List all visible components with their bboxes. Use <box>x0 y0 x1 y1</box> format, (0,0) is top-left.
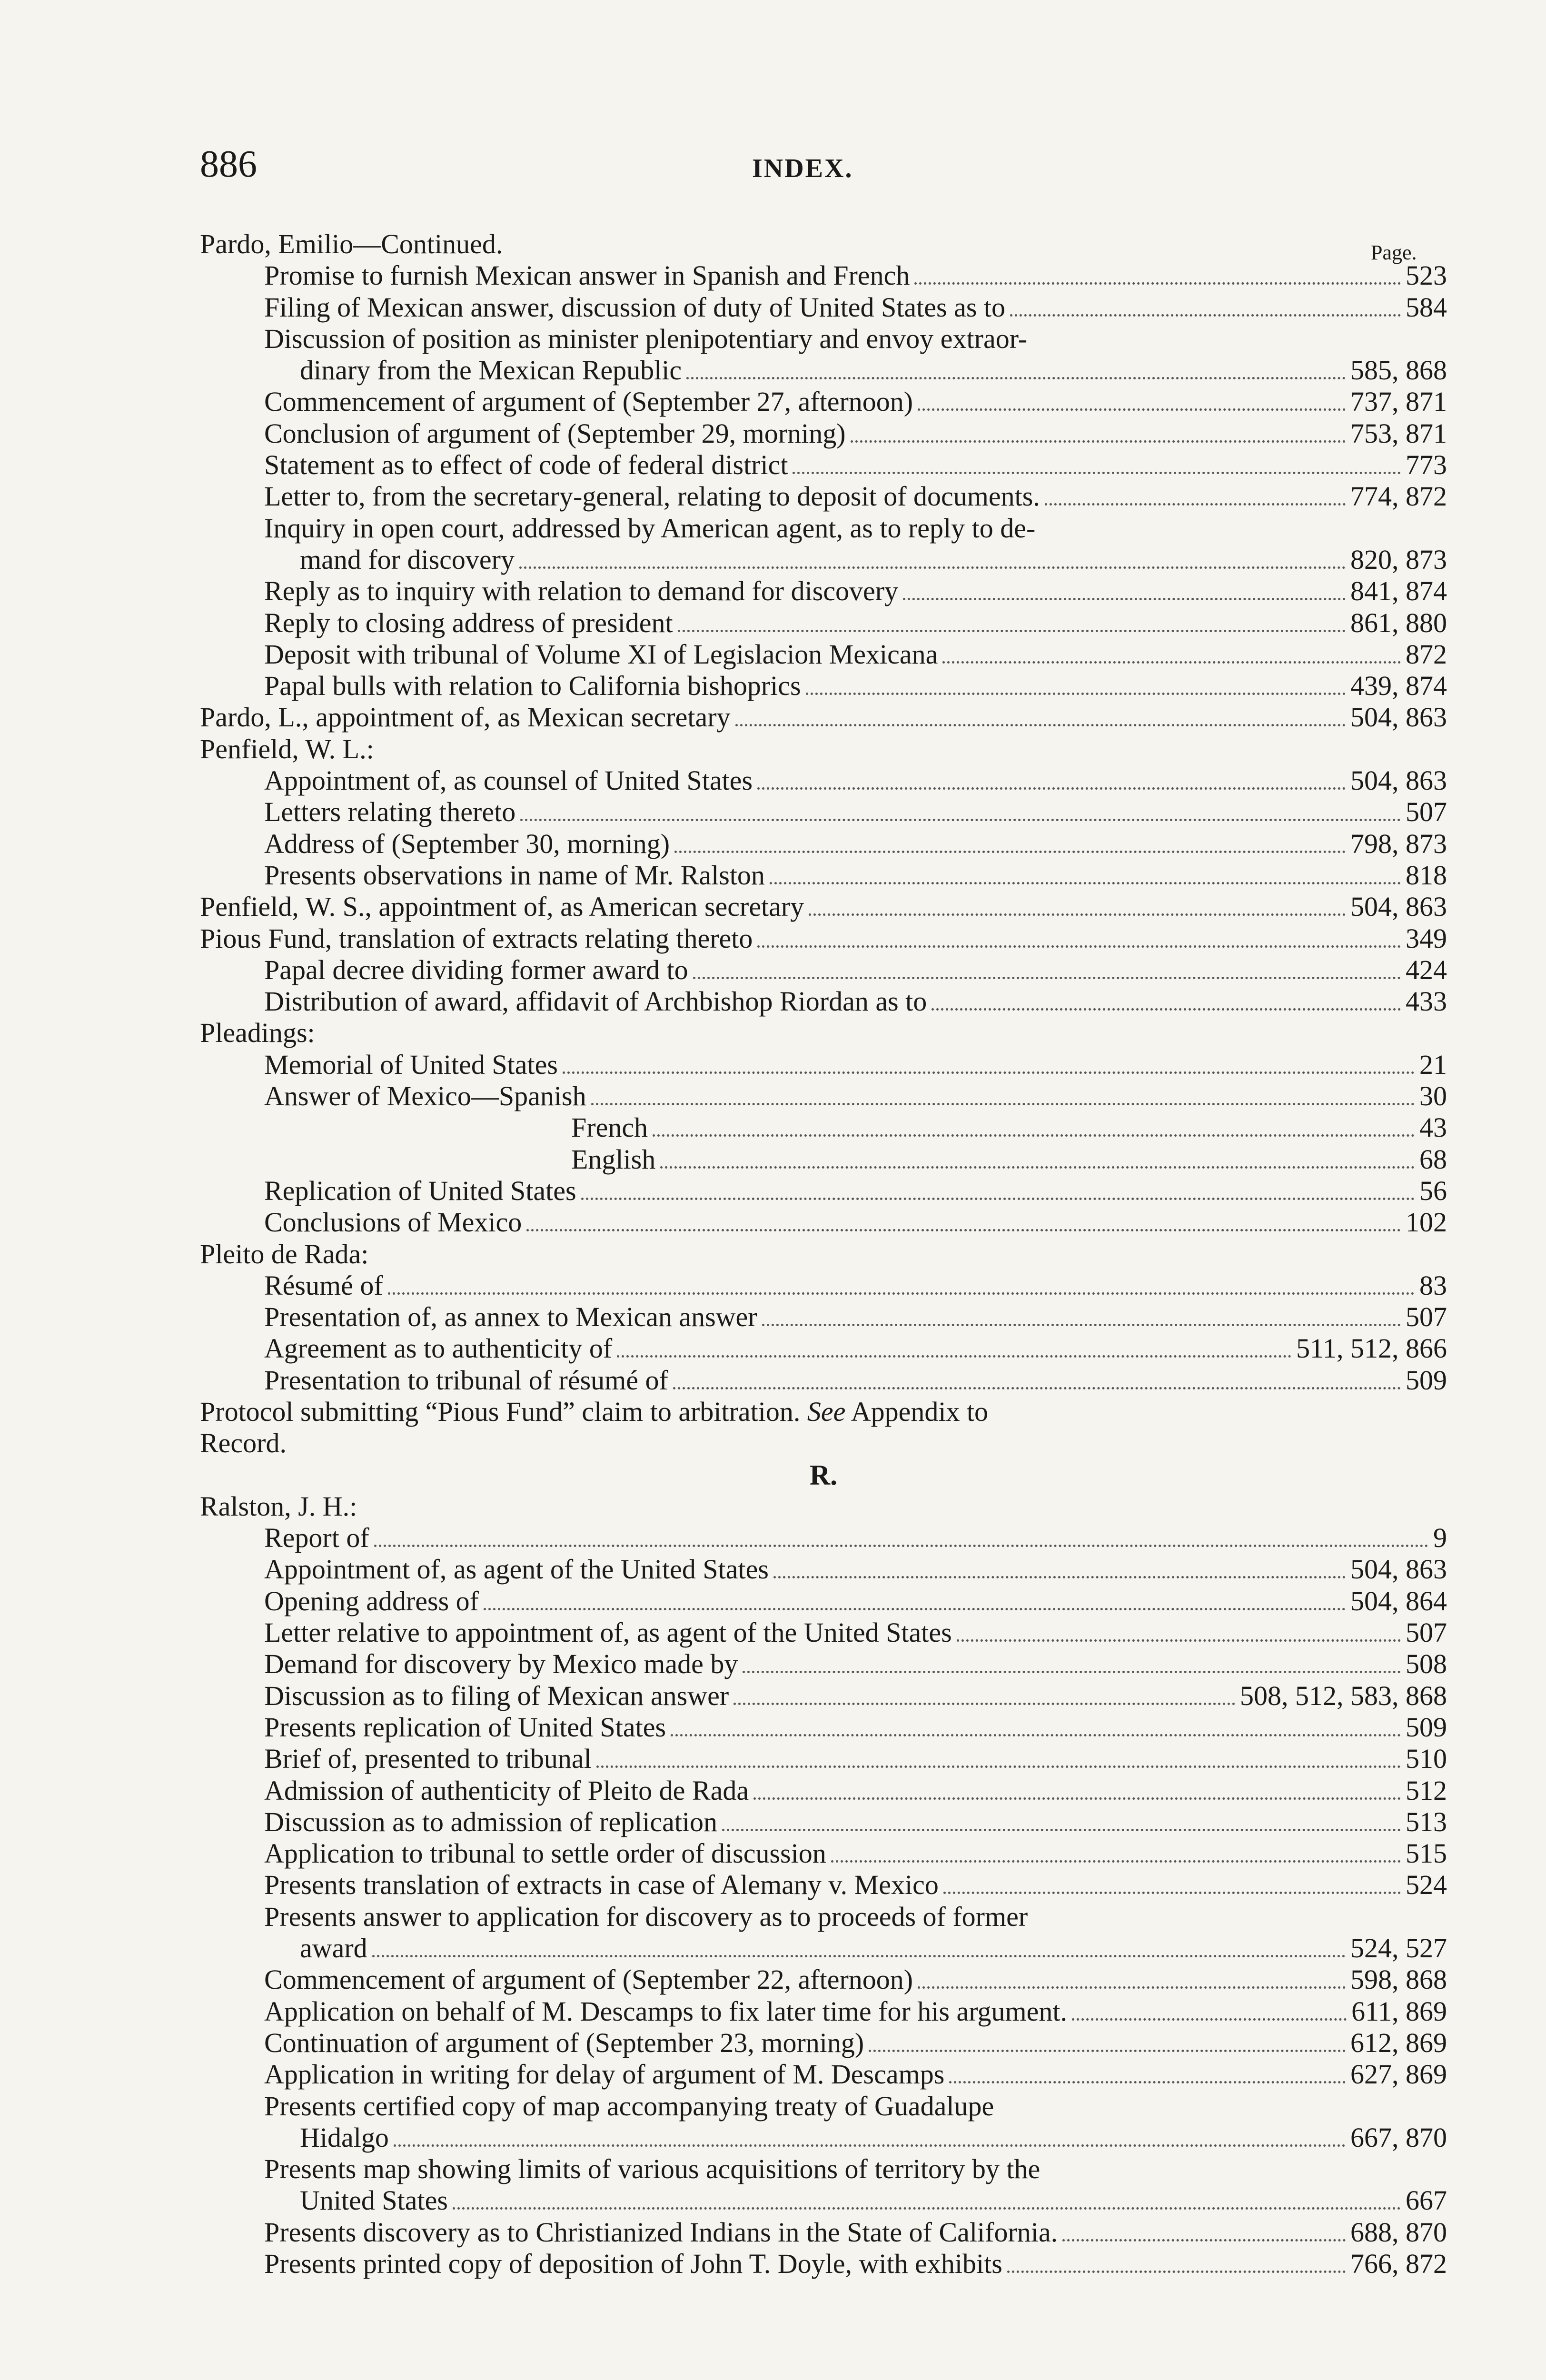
index-list <box>200 228 1447 2280</box>
page-references: 861, 880 <box>1350 607 1447 638</box>
dot-leader <box>678 630 1346 632</box>
page-references: 872 <box>1406 638 1447 670</box>
index-entry <box>200 1964 1447 1995</box>
dot-leader <box>809 913 1346 916</box>
index-entry <box>200 513 1447 544</box>
page-references: 9 <box>1433 1522 1447 1554</box>
index-entry <box>200 1554 1447 1585</box>
entry-text: Appointment of, as agent of the United States <box>264 1554 769 1585</box>
dot-leader <box>388 1292 1415 1295</box>
entry-text: Memorial of United States <box>264 1049 558 1080</box>
entry-text: Presents replication of United States <box>264 1711 666 1743</box>
dot-leader <box>591 1103 1415 1105</box>
entry-text: Presents answer to application for discovery as to proceeds of former <box>264 1901 1028 1932</box>
index-entry <box>200 418 1447 449</box>
index-entry <box>200 1491 1447 1522</box>
index-entry <box>200 1333 1447 1364</box>
dot-leader <box>793 472 1401 474</box>
index-entry <box>200 734 1447 765</box>
index-entry <box>200 1743 1447 1775</box>
index-entry <box>200 2185 1447 2216</box>
entry-heading: Pleito de Rada: <box>200 1238 369 1269</box>
section-letter-text: R. <box>809 1459 838 1491</box>
dot-leader <box>686 377 1346 379</box>
index-entry <box>200 2153 1447 2185</box>
index-entry <box>200 1586 1447 1617</box>
dot-leader <box>617 1355 1291 1358</box>
entry-text: Papal bulls with relation to California bishoprics <box>264 670 801 702</box>
index-entry <box>200 1522 1447 1554</box>
page-references: 524, 527 <box>1350 1933 1447 1964</box>
index-entry <box>200 228 1447 260</box>
dot-leader <box>914 282 1401 285</box>
entry-text: Hidalgo <box>300 2122 389 2153</box>
page-references: 524 <box>1406 1869 1447 1901</box>
dot-leader <box>949 2081 1346 2083</box>
dot-leader <box>735 724 1346 726</box>
page-header <box>0 143 1546 200</box>
see-reference: See <box>807 1396 846 1427</box>
index-entry <box>200 355 1447 386</box>
page-references: 774, 872 <box>1350 481 1447 512</box>
dot-leader <box>903 598 1346 600</box>
index-entry <box>200 828 1447 860</box>
dot-leader <box>722 1829 1401 1831</box>
index-entry <box>200 1396 1447 1428</box>
index-entry <box>200 292 1447 323</box>
page-references: 56 <box>1419 1175 1447 1206</box>
entry-text: Appointment of, as counsel of United States <box>264 765 753 796</box>
dot-leader <box>563 1071 1415 1074</box>
entry-text: Conclusions of Mexico <box>264 1207 522 1238</box>
dot-leader <box>520 819 1401 821</box>
index-entry <box>200 1175 1447 1207</box>
entry-text: Statement as to effect of code of federal district <box>264 449 788 481</box>
index-entry <box>200 323 1447 355</box>
entry-heading: Pardo, Emilio—Continued. <box>200 228 503 259</box>
page-references: 612, 869 <box>1350 2027 1447 2058</box>
index-entry <box>200 2122 1447 2153</box>
entry-text: French <box>571 1112 648 1143</box>
entry-text: English <box>571 1143 656 1175</box>
page-references: 773 <box>1406 449 1447 481</box>
index-entry <box>200 1806 1447 1838</box>
index-entry <box>200 1081 1447 1112</box>
index-entry <box>200 1365 1447 1396</box>
index-entry <box>200 260 1447 291</box>
entry-heading: Penfield, W. L.: <box>200 733 374 764</box>
dot-leader <box>806 693 1346 695</box>
page-references: 439, 874 <box>1350 670 1447 702</box>
index-entry <box>200 796 1447 828</box>
dot-leader <box>869 2050 1346 2052</box>
page-references: 43 <box>1419 1112 1447 1143</box>
index-entry <box>200 2059 1447 2090</box>
index-entry <box>200 1838 1447 1869</box>
index-entry <box>200 923 1447 954</box>
entry-text: Conclusion of argument of (September 29, morning) <box>264 417 846 449</box>
page-number: 886 <box>200 143 257 185</box>
page-references: 585, 868 <box>1350 355 1447 386</box>
index-entry <box>200 670 1447 702</box>
page-references: 584 <box>1406 291 1447 323</box>
index-entry <box>200 765 1447 796</box>
index-entry <box>200 1680 1447 1712</box>
index-entry <box>200 481 1447 512</box>
dot-leader <box>757 945 1401 948</box>
entry-text: Discussion as to filing of Mexican answer <box>264 1680 729 1711</box>
page-references: 507 <box>1406 1301 1447 1333</box>
index-entry <box>200 954 1447 986</box>
dot-leader <box>372 1955 1346 1957</box>
page-references: 820, 873 <box>1350 544 1447 575</box>
entry-text: Letter relative to appointment of, as agent of the United States <box>264 1617 952 1648</box>
dot-leader <box>374 1545 1428 1547</box>
page-references: 523 <box>1406 260 1447 291</box>
index-entry <box>200 1144 1447 1175</box>
dot-leader <box>596 1765 1401 1768</box>
index-entry <box>200 1996 1447 2027</box>
entry-text: Presents discovery as to Christianized Indians in the State of California. <box>264 2216 1058 2248</box>
dot-leader <box>851 440 1346 443</box>
entry-text: Discussion of position as minister plenipotentiary and envoy extraor- <box>264 323 1028 354</box>
page-references: 102 <box>1406 1207 1447 1238</box>
entry-text: Deposit with tribunal of Volume XI of Legislacion Mexicana <box>264 638 938 670</box>
dot-leader <box>943 1892 1401 1894</box>
dot-leader <box>1045 503 1346 506</box>
index-entry <box>200 544 1447 575</box>
entry-text: United States <box>300 2185 448 2216</box>
dot-leader <box>673 1387 1401 1389</box>
entry-text: mand for discovery <box>300 544 515 575</box>
dot-leader <box>453 2207 1401 2210</box>
dot-leader <box>693 977 1401 979</box>
index-entry <box>200 1901 1447 1933</box>
dot-leader <box>932 1008 1401 1011</box>
index-entry <box>200 891 1447 922</box>
page-references: 841, 874 <box>1350 575 1447 607</box>
dot-leader <box>484 1608 1346 1610</box>
dot-leader <box>942 661 1401 664</box>
dot-leader <box>1010 314 1401 317</box>
entry-text: Presents certified copy of map accompanying treaty of Guadalupe <box>264 2090 994 2122</box>
index-entry <box>200 1207 1447 1238</box>
index-entry <box>200 1301 1447 1333</box>
dot-leader <box>762 1324 1401 1326</box>
dot-leader <box>653 1134 1415 1137</box>
dot-leader <box>770 882 1401 884</box>
index-entry <box>200 1112 1447 1143</box>
dot-leader <box>743 1671 1401 1673</box>
entry-text: Commencement of argument of (September 27, afternoon) <box>264 386 913 417</box>
page-references: 512 <box>1406 1775 1447 1806</box>
entry-text: Letter to, from the secretary-general, relating to deposit of documents. <box>264 481 1040 512</box>
page-references: 737, 871 <box>1350 386 1447 417</box>
dot-leader <box>957 1639 1401 1642</box>
page-references: 507 <box>1406 1617 1447 1648</box>
page-references: 513 <box>1406 1806 1447 1837</box>
page-references: 510 <box>1406 1743 1447 1775</box>
index-entry <box>200 2091 1447 2122</box>
index-entry <box>200 2027 1447 2059</box>
index-entry <box>200 575 1447 607</box>
entry-text: Presents observations in name of Mr. Ralston <box>264 859 765 891</box>
entry-text: Continuation of argument of (September 23, morning) <box>264 2027 864 2058</box>
entry-text: Presentation to tribunal of résumé of <box>264 1364 668 1396</box>
page-references: 688, 870 <box>1350 2216 1447 2248</box>
entry-text: Opening address of <box>264 1585 479 1616</box>
entry-text: Résumé of <box>264 1269 383 1301</box>
page-references: 753, 871 <box>1350 417 1447 449</box>
entry-text: Penfield, W. S., appointment of, as American secretary <box>200 891 804 922</box>
entry-text: Discussion as to admission of replication <box>264 1806 718 1837</box>
entry-text: Application on behalf of M. Descamps to fix later time for his argument. <box>264 1995 1067 2027</box>
index-entry <box>200 1648 1447 1680</box>
page-references: 504, 863 <box>1350 1554 1447 1585</box>
page-references: 611, 869 <box>1351 1995 1447 2027</box>
page-references: 667, 870 <box>1350 2122 1447 2153</box>
entry-text: award <box>300 1933 367 1964</box>
dot-leader <box>757 787 1346 790</box>
index-entry <box>200 449 1447 481</box>
page-references: 424 <box>1406 954 1447 985</box>
index-entry <box>200 1617 1447 1648</box>
entry-text: Application to tribunal to settle order of discussion <box>264 1838 826 1869</box>
entry-text: Presents printed copy of deposition of John T. Doyle, with exhibits <box>264 2248 1002 2279</box>
page-references: 83 <box>1419 1269 1447 1301</box>
page-references: 504, 864 <box>1350 1585 1447 1616</box>
page-references: 30 <box>1419 1081 1447 1112</box>
entry-text: Pious Fund, translation of extracts relating thereto <box>200 922 753 954</box>
page-references: 349 <box>1406 922 1447 954</box>
page-references: 818 <box>1406 859 1447 891</box>
dot-leader <box>1062 2239 1346 2241</box>
dot-leader <box>519 566 1346 569</box>
dot-leader <box>1007 2271 1346 2273</box>
index-entry <box>200 2217 1447 2248</box>
dot-leader <box>733 1703 1235 1705</box>
page-references: 507 <box>1406 796 1447 828</box>
index-entry <box>200 1428 1447 1459</box>
entry-text: Brief of, presented to tribunal <box>264 1743 592 1775</box>
entry-text: Demand for discovery by Mexico made by <box>264 1648 738 1680</box>
page-references: 627, 869 <box>1350 2059 1447 2090</box>
page-references: 509 <box>1406 1711 1447 1743</box>
index-entry <box>200 986 1447 1017</box>
entry-text: Presents map showing limits of various acquisitions of territory by the <box>264 2153 1041 2185</box>
dot-leader <box>526 1229 1401 1231</box>
index-entry <box>200 1017 1447 1049</box>
page-references: 433 <box>1406 986 1447 1017</box>
entry-heading: Ralston, J. H.: <box>200 1490 357 1522</box>
page-references: 515 <box>1406 1838 1447 1869</box>
entry-text: Replication of United States <box>264 1175 576 1206</box>
index-entry <box>200 607 1447 639</box>
index-entry <box>200 1270 1447 1301</box>
index-entry <box>200 1933 1447 1964</box>
page-references: 508 <box>1406 1648 1447 1680</box>
dot-leader <box>773 1576 1346 1578</box>
entry-heading: Pleadings: <box>200 1017 315 1049</box>
entry-text: Filing of Mexican answer, discussion of duty of United States as to <box>264 291 1006 323</box>
dot-leader <box>581 1198 1415 1200</box>
entry-text: Inquiry in open court, addressed by American agent, as to reply to de- <box>264 512 1036 544</box>
entry-text: Presentation of, as annex to Mexican answer <box>264 1301 757 1333</box>
entry-text: Papal decree dividing former award to <box>264 954 688 985</box>
index-entry <box>200 639 1447 670</box>
dot-leader <box>918 408 1346 411</box>
page-references: 21 <box>1419 1049 1447 1080</box>
entry-text: Record. <box>200 1428 287 1459</box>
page-references: 504, 863 <box>1350 702 1447 733</box>
page-references: 766, 872 <box>1350 2248 1447 2279</box>
dot-leader <box>671 1734 1401 1736</box>
entry-text: Reply to closing address of president <box>264 607 673 638</box>
page-column-label: Page. <box>1371 241 1417 264</box>
entry-text: Address of (September 30, morning) <box>264 828 670 859</box>
see-target: Appendix to <box>851 1396 989 1427</box>
entry-text: dinary from the Mexican Republic <box>300 355 682 386</box>
dot-leader <box>918 1986 1346 1989</box>
running-title: INDEX. <box>752 154 853 183</box>
page-references: 504, 863 <box>1350 891 1447 922</box>
entry-text: Agreement as to authenticity of <box>264 1333 613 1364</box>
entry-text: Protocol submitting “Pious Fund” claim to arbitration. <box>200 1396 801 1427</box>
index-entry <box>200 1239 1447 1270</box>
index-entry <box>200 860 1447 891</box>
entry-text: Distribution of award, affidavit of Archbishop Riordan as to <box>264 986 927 1017</box>
page-references: 508, 512, 583, 868 <box>1240 1680 1447 1711</box>
index-entry <box>200 1712 1447 1743</box>
entry-text: Reply as to inquiry with relation to demand for discovery <box>264 575 899 607</box>
page-references: 667 <box>1406 2185 1447 2216</box>
dot-leader <box>660 1166 1415 1169</box>
page-references: 598, 868 <box>1350 1964 1447 1995</box>
index-entry <box>200 2248 1447 2280</box>
section-letter <box>200 1459 1447 1491</box>
dot-leader <box>1072 2018 1347 2021</box>
dot-leader <box>674 851 1346 853</box>
page-references: 509 <box>1406 1364 1447 1396</box>
entry-text: Application in writing for delay of argument of M. Descamps <box>264 2059 945 2090</box>
dot-leader <box>394 2144 1346 2147</box>
entry-text: Report of <box>264 1522 369 1554</box>
page-references: 798, 873 <box>1350 828 1447 859</box>
page-references: 511, 512, 866 <box>1296 1333 1447 1364</box>
index-entry <box>200 702 1447 733</box>
index-entry <box>200 1869 1447 1901</box>
page-references: 68 <box>1419 1143 1447 1175</box>
entry-text: Commencement of argument of (September 22, afternoon) <box>264 1964 913 1995</box>
entry-text: Answer of Mexico—Spanish <box>264 1081 586 1112</box>
page-references: 504, 863 <box>1350 765 1447 796</box>
index-entry <box>200 1775 1447 1806</box>
dot-leader <box>753 1797 1401 1800</box>
entry-text: Pardo, L., appointment of, as Mexican secretary <box>200 702 731 733</box>
index-entry <box>200 1049 1447 1081</box>
entry-text: Presents translation of extracts in case of Alemany v. Mexico <box>264 1869 939 1901</box>
index-entry <box>200 386 1447 417</box>
entry-text: Admission of authenticity of Pleito de Rada <box>264 1775 749 1806</box>
dot-leader <box>831 1860 1401 1863</box>
entry-text: Promise to furnish Mexican answer in Spanish and French <box>264 260 910 291</box>
entry-text: Letters relating thereto <box>264 796 516 828</box>
